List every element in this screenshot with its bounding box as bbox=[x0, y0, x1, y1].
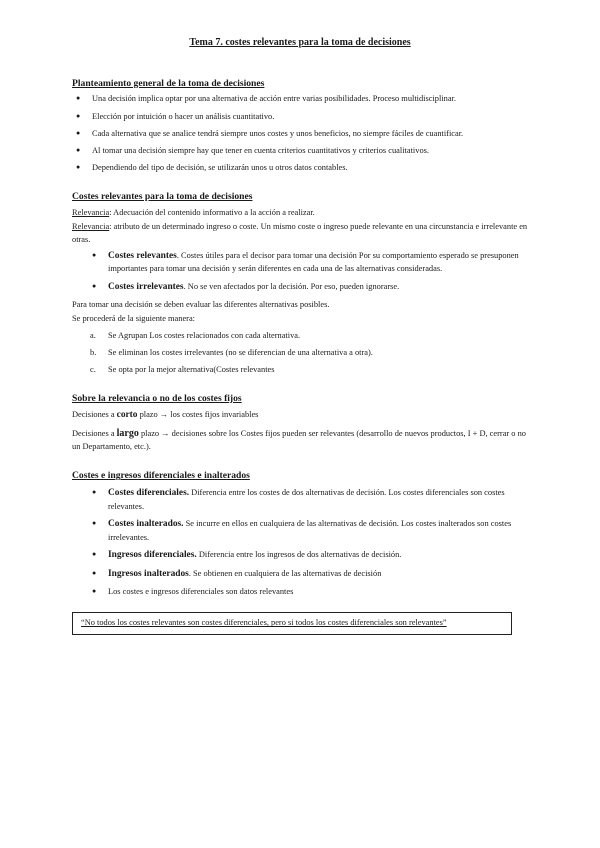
list-item: ● Una decisión implica optar por una alternativa de acción entre varias posibilidades. Proceso multidisciplinar. bbox=[72, 93, 528, 105]
list-marker: b. bbox=[90, 347, 97, 357]
list-item bbox=[88, 549, 528, 563]
section-costes-relevantes bbox=[72, 190, 528, 376]
term: Ingresos inalterados bbox=[108, 568, 189, 579]
list-item: ● Dependiendo del tipo de decisión, se utilizarán unos u otros datos contables. bbox=[72, 162, 528, 174]
bullet-list bbox=[72, 487, 528, 598]
list-marker: c. bbox=[90, 365, 96, 374]
term-text: Los costes e ingresos diferenciales son datos relevantes bbox=[108, 587, 294, 597]
definition-text: : Adecuación del contenido informativo a la acción a realizar. bbox=[109, 208, 315, 218]
definition-term: Relevancia bbox=[72, 222, 110, 232]
term: Costes relevantes bbox=[108, 250, 177, 261]
quote-box bbox=[72, 612, 512, 634]
paragraph bbox=[72, 427, 528, 454]
emphasis: largo bbox=[116, 427, 139, 439]
list-marker: a. bbox=[90, 330, 96, 340]
list-item bbox=[88, 281, 528, 295]
text-span: Decisiones a bbox=[72, 410, 117, 420]
step-text: Se opta por la mejor alternativa(Costes relevantes bbox=[108, 365, 275, 374]
list-item bbox=[88, 586, 528, 598]
term-text: Diferencia entre los costes de dos alternativas de decisión. Los costes diferenciales son costes relevantes. bbox=[108, 488, 505, 511]
list-item bbox=[88, 568, 528, 582]
paragraph: Para tomar una decisión se deben evaluar las diferentes alternativas posibles. bbox=[72, 300, 330, 310]
paragraph bbox=[72, 409, 528, 423]
list-item bbox=[88, 487, 528, 513]
term-text: . Costes útiles para el decisor para tomar una decisión Por su comportamiento esperado se presuponen importantes para tomar una decisión y serán diferentes en cada una de las alternativas consideradas. bbox=[108, 250, 519, 274]
definition bbox=[72, 207, 528, 219]
emphasis: corto bbox=[116, 410, 138, 421]
document-title: Tema 7. costes relevantes para la toma de decisiones bbox=[189, 37, 411, 48]
section-heading: Costes relevantes para la toma de decisiones bbox=[72, 191, 253, 203]
term: Costes irrelevantes bbox=[108, 281, 184, 292]
term: Costes inalterados. bbox=[108, 519, 184, 530]
step-text: Se Agrupan Los costes relacionados con cada alternativa. bbox=[108, 330, 301, 340]
text-span: plazo → decisiones sobre los Costes fijos pueden ser relevantes (desarrollo de nuevos productos, I + D, cerrar o no un Departamento, etc.). bbox=[72, 428, 526, 452]
definition-text: : atributo de un determinado ingreso o coste. Un mismo coste o ingreso puede relevante en una circunstancia e irrelevante en otras. bbox=[72, 222, 528, 244]
definition bbox=[72, 221, 528, 245]
bullet-list bbox=[72, 93, 528, 174]
section-planteamiento bbox=[72, 77, 528, 175]
section-costes-fijos bbox=[72, 392, 528, 453]
section-heading: Planteamiento general de la toma de decisiones bbox=[72, 77, 265, 89]
list-item: ● Elección por intuición o hacer un análisis cuantitativo. bbox=[72, 111, 528, 123]
quote-text: “No todos los costes relevantes son costes diferenciales, pero si todos los costes diferenciales son relevantes” bbox=[81, 618, 447, 628]
section-heading: Costes e ingresos diferenciales e inalterados bbox=[72, 470, 250, 482]
paragraph: Se procederá de la siguiente manera: bbox=[72, 314, 196, 324]
list-item: ● Cada alternativa que se analice tendrá siempre unos costes y unos beneficios, no siempre fáciles de cuantificar. bbox=[72, 128, 528, 140]
section-diferenciales bbox=[72, 469, 528, 634]
list-item bbox=[88, 330, 528, 342]
definition-term: Relevancia bbox=[72, 208, 110, 218]
text-span: Decisiones a bbox=[72, 428, 117, 438]
list-item bbox=[88, 250, 528, 276]
term: Costes diferenciales. bbox=[108, 488, 190, 499]
list-item bbox=[88, 347, 528, 359]
bullet-list bbox=[72, 250, 528, 294]
step-text: Se eliminan los costes irrelevantes (no se diferencian de una alternativa a otra). bbox=[108, 347, 373, 357]
step-list bbox=[72, 330, 528, 377]
list-item bbox=[88, 364, 528, 376]
section-heading: Sobre la relevancia o no de los costes fijos bbox=[72, 393, 242, 405]
list-item bbox=[88, 518, 528, 544]
term-text: Diferencia entre los ingresos de dos alternativas de decisión. bbox=[196, 549, 402, 559]
term-text: . Se obtienen en cualquiera de las alternativas de decisión bbox=[188, 568, 382, 578]
term-text: Se incurre en ellos en cualquiera de las alternativas de decisión. Los costes inalterados son costes irrelevantes. bbox=[108, 519, 512, 542]
term: Ingresos diferenciales. bbox=[108, 549, 197, 560]
list-item: ● Al tomar una decisión siempre hay que tener en cuenta criterios cuantitativos y criterios cualitativos. bbox=[72, 145, 528, 157]
text-span: plazo → los costes fijos invariables bbox=[137, 410, 259, 420]
term-text: . No se ven afectados por la decisión. Por eso, pueden ignorarse. bbox=[183, 281, 400, 291]
